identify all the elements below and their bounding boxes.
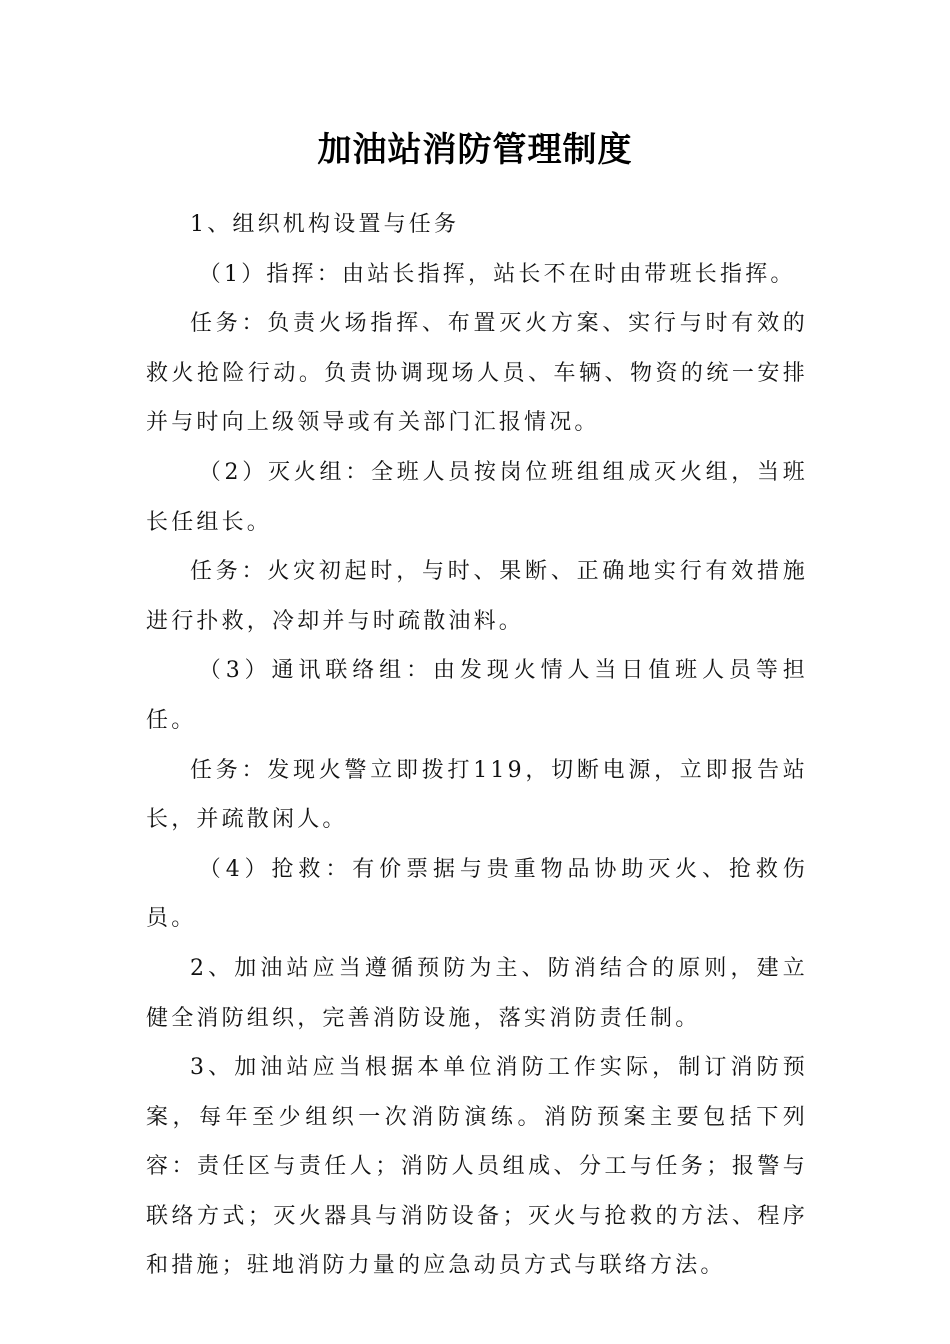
- item-3-communication-group: （3）通讯联络组：由发现火情人当日值班人员等担任。: [146, 658, 808, 733]
- item-2-task: 任务：火灾初起时，与时、果断、正确地实行有效措施进行扑救，冷却并与时疏散油料。: [146, 559, 808, 634]
- item-1-command: （1）指挥：由站长指挥，站长不在时由带班长指挥。: [198, 261, 796, 287]
- document-body: [146, 200, 808, 1291]
- section-2-paragraph: 2、加油站应当遵循预防为主、防消结合的原则，建立健全消防组织，完善消防设施，落实消防责任制。: [146, 955, 808, 1031]
- document-title: 加油站消防管理制度: [317, 130, 633, 170]
- section-3-paragraph: 3、加油站应当根据本单位消防工作实际，制订消防预案，每年至少组织一次消防演练。消防预案主要包括下列容：责任区与责任人；消防人员组成、分工与任务；报警与联络方式；灭火器具与消防设备；灭火与抢救的方法、程序和措施；驻地消防力量的应急动员方式与联络方法。: [146, 1055, 808, 1279]
- item-3-task: 任务：发现火警立即拨打119，切断电源，立即报告站长，并疏散闲人。: [146, 757, 808, 833]
- item-4-rescue: （4）抢救：有价票据与贵重物品协助灭火、抢救伤员。: [146, 856, 808, 932]
- item-1-task: 任务：负责火场指挥、布置灭火方案、实行与时有效的救火抢险行动。负责协调现场人员、车辆、物资的统一安排并与时向上级领导或有关部门汇报情况。: [146, 311, 808, 436]
- item-2-firefighting-group: （2）灭火组：全班人员按岗位班组组成灭火组，当班长任组长。: [146, 459, 808, 535]
- section-1-heading: 1、组织机构设置与任务: [190, 212, 460, 237]
